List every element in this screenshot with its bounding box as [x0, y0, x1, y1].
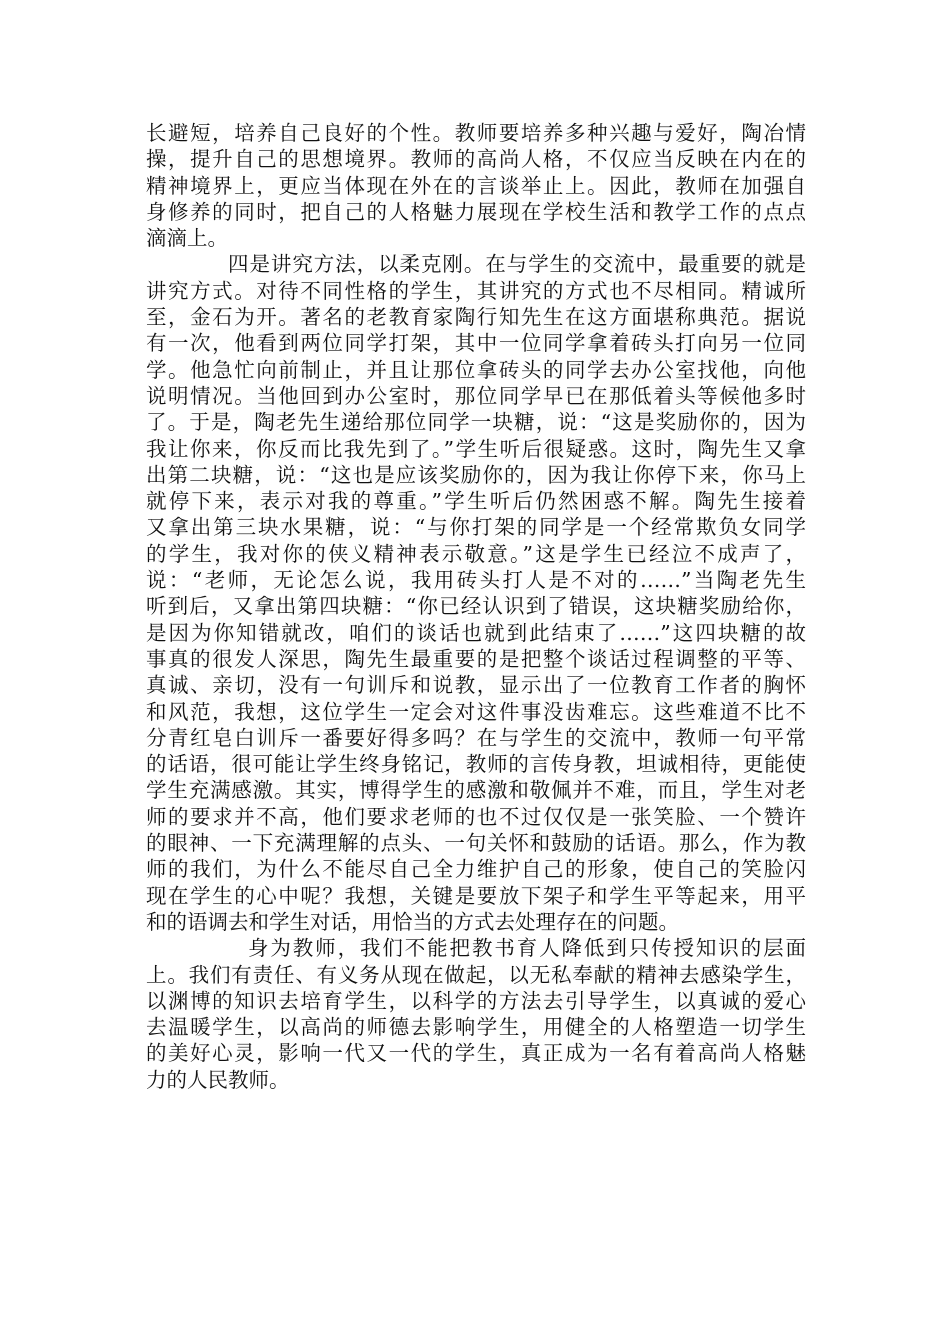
text-line: 讲究方式。对待不同性格的学生，其讲究的方式也不尽相同。精诚所 [146, 278, 806, 303]
paragraph-method [146, 251, 806, 935]
text-line: 又拿出第三块水果糖，说：“与你打架的同学是一个经常欺负女同学 [146, 515, 806, 540]
text-line: 的眼神、一下充满理解的点头、一句关怀和鼓励的话语。那么，作为教 [146, 831, 806, 856]
document-body [146, 120, 806, 1093]
text-line: 力的人民教师。 [146, 1067, 290, 1092]
text-line: 我让你来，你反而比我先到了。”学生听后很疑惑。这时，陶先生又拿 [146, 436, 806, 461]
text-line: 四是讲究方法，以柔克刚。在与学生的交流中，最重要的就是 [228, 252, 806, 277]
text-line: 身修养的同时，把自己的人格魅力展现在学校生活和教学工作的点点 [146, 199, 806, 224]
text-line: 长避短，培养自己良好的个性。教师要培养多种兴趣与爱好，陶冶情 [146, 121, 806, 145]
text-line: 说：“老师，无论怎么说，我用砖头打人是不对的……”当陶老先生 [146, 568, 806, 593]
text-line: 身为教师，我们不能把教书育人降低到只传授知识的层面 [248, 936, 806, 961]
text-line: 师的要求并不高，他们要求老师的也不过仅仅是一张笑脸、一个赞许 [146, 804, 806, 829]
text-line: 有一次，他看到两位同学打架，其中一位同学拿着砖头打向另一位同 [146, 331, 806, 356]
text-line: 至，金石为开。著名的老教育家陶行知先生在这方面堪称典范。据说 [146, 305, 806, 330]
text-line: 分青红皂白训斥一番要好得多吗？在与学生的交流中，教师一句平常 [146, 725, 806, 750]
paragraph-conclusion [146, 935, 806, 1093]
text-line: 精神境界上，更应当体现在外在的言谈举止上。因此，教师在加强自 [146, 173, 806, 198]
text-line: 以渊博的知识去培育学生，以科学的方法去引导学生，以真诚的爱心 [146, 988, 806, 1013]
text-line: 是因为你知错就改，咱们的谈话也就到此结束了……”这四块糖的故 [146, 620, 806, 645]
paragraph-personality [146, 120, 806, 251]
text-line: 去温暖学生，以高尚的师德去影响学生，用健全的人格塑造一切学生 [146, 1015, 806, 1040]
text-line: 滴滴上。 [146, 226, 228, 251]
text-line: 的美好心灵，影响一代又一代的学生，真正成为一名有着高尚人格魅 [146, 1041, 806, 1066]
text-line: 真诚、亲切，没有一句训斥和说教，显示出了一位教育工作者的胸怀 [146, 673, 806, 698]
text-line: 师的我们，为什么不能尽自己全力维护自己的形象，使自己的笑脸闪 [146, 857, 806, 882]
text-line: 现在学生的心中呢？我想，关键是要放下架子和学生平等起来，用平 [146, 883, 806, 908]
text-line: 学。他急忙向前制止，并且让那位拿砖头的同学去办公室找他，向他 [146, 357, 806, 382]
text-line: 学生充满感激。其实，博得学生的感激和敬佩并不难，而且，学生对老 [146, 778, 806, 803]
text-line: 说明情况。当他回到办公室时，那位同学早已在那低着头等候他多时 [146, 383, 806, 408]
text-line: 上。我们有责任、有义务从现在做起，以无私奉献的精神去感染学生， [146, 962, 806, 987]
text-line: 的学生，我对你的侠义精神表示敬意。”这是学生已经泣不成声了， [146, 541, 806, 566]
text-line: 事真的很发人深思，陶先生最重要的是把整个谈话过程调整的平等、 [146, 646, 806, 671]
text-line: 和的语调去和学生对话，用恰当的方式去处理存在的问题。 [146, 909, 679, 934]
text-line: 就停下来，表示对我的尊重。”学生听后仍然困惑不解。陶先生接着 [146, 489, 806, 514]
text-line: 操，提升自己的思想境界。教师的高尚人格，不仅应当反映在内在的 [146, 147, 806, 172]
text-line: 了。于是，陶老先生递给那位同学一块糖，说：“这是奖励你的，因为 [146, 410, 806, 435]
text-line: 和风范，我想，这位学生一定会对这件事没齿难忘。这些难道不比不 [146, 699, 806, 724]
text-line: 听到后，又拿出第四块糖：“你已经认识到了错误，这块糖奖励给你， [146, 594, 806, 619]
text-line: 出第二块糖，说：“这也是应该奖励你的，因为我让你停下来，你马上 [146, 462, 806, 487]
text-line: 的话语，很可能让学生终身铭记，教师的言传身教，坦诚相待，更能使 [146, 752, 806, 777]
